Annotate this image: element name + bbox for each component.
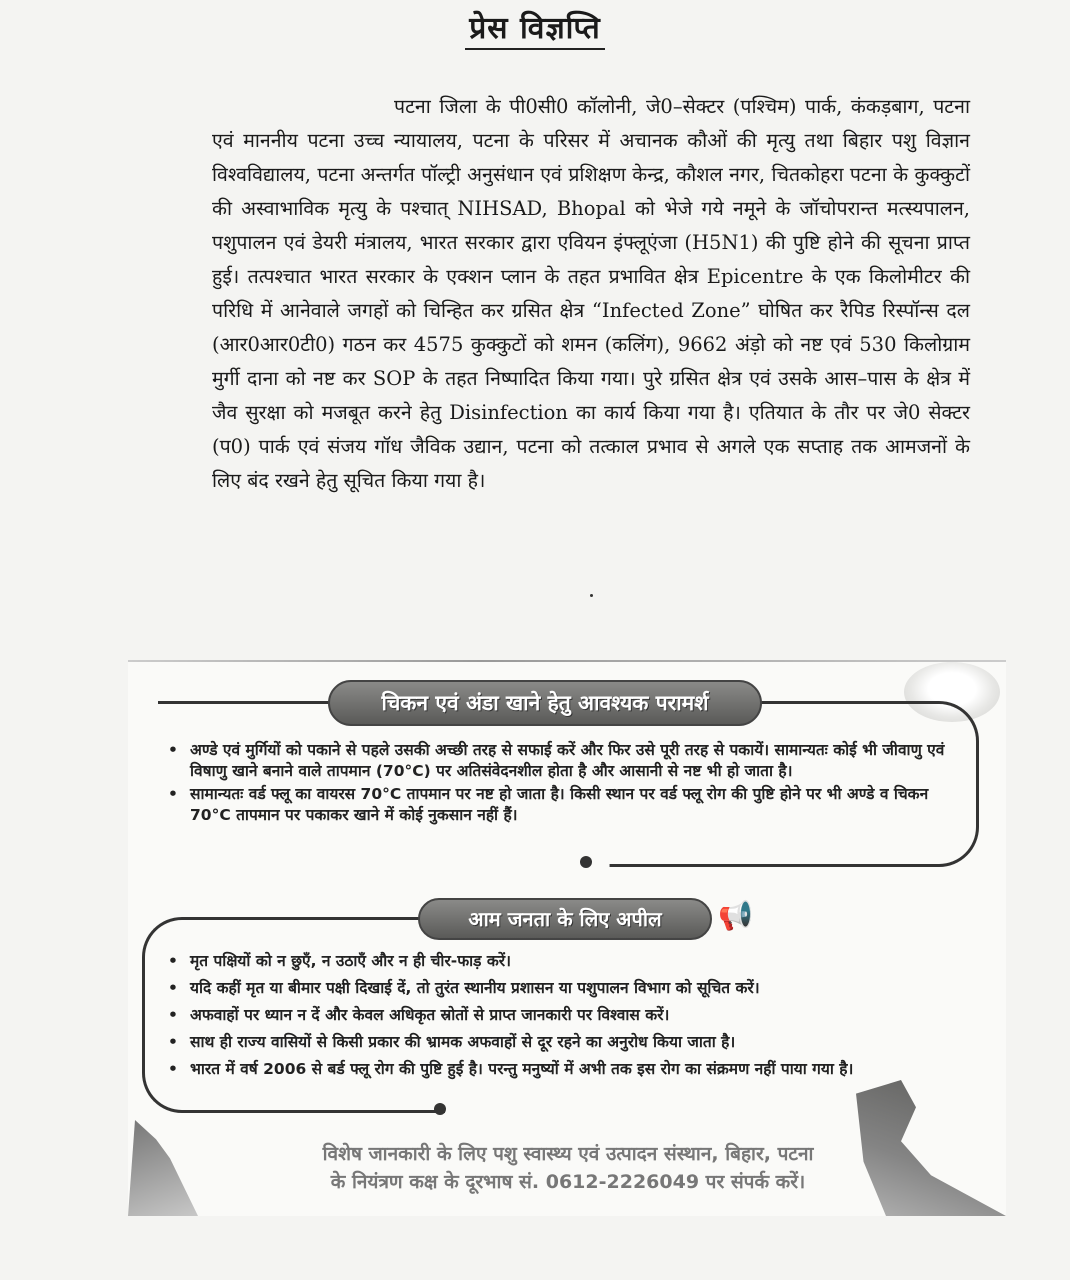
contact-footer (208, 1140, 928, 1196)
list-item: • भारत में वर्ष 2006 से बर्ड फ्लू रोग की पुष्टि हुई है। परन्तु मनुष्यों में अभी तक इस रोग का संक्रमण नहीं पाया गया है। (168, 1056, 958, 1083)
appeal-heading: आम जनता के लिए अपील (418, 898, 712, 940)
frame-knob (580, 856, 592, 868)
list-item: • अण्डे एवं मुर्गियों को पकाने से पहले उसकी अच्छी तरह से सफाई करें और फिर उसे पूरी तरह से पकायें। सामान्यतः कोई भी जीवाणु एवं विषाणु खाने बनाने वाले तापमान (70°C) पर अतिसंवेदनशील होता है और आसानी से नष्ट भी हो जाता है। (168, 740, 958, 782)
frame-knob (434, 1103, 446, 1115)
megaphone-icon: 📢 (718, 899, 753, 932)
title-text: प्रेस विज्ञप्ति (465, 11, 605, 50)
poster-divider (128, 660, 1006, 662)
bird-illustration-left (128, 1120, 198, 1216)
list-item: • अफवाहों पर ध्यान न दें और केवल अधिकृत स्रोतों से प्राप्त जानकारी पर विश्वास करें। (168, 1002, 958, 1029)
list-item: • यदि कहीं मृत या बीमार पक्षी दिखाई दें, तो तुरंत स्थानीय प्रशासन या पशुपालन विभाग को सूचित करें। (168, 975, 958, 1002)
contact-line-2: के नियंत्रण कक्ष के दूरभाष सं. 0612-2226049 पर संपर्क करें। (330, 1171, 806, 1193)
advisory-list (168, 740, 958, 828)
list-item: • सामान्यतः वर्ड फ्लू का वायरस 70°C तापमान पर नष्ट हो जाता है। किसी स्थान पर वर्ड फ्लू रोग की पुष्टि होने पर भी अण्डे व चिकन 70°C तापमान पर पकाकर खाने में कोई नुकसान नहीं हैं। (168, 784, 958, 826)
advisory-heading: चिकन एवं अंडा खाने हेतु आवश्यक परामर्श (328, 680, 762, 726)
list-item: • मृत पक्षियों को न छुएँ, न उठाएँ और न ही चीर-फाड़ करें। (168, 948, 958, 975)
page-title (0, 6, 1070, 47)
appeal-list (168, 948, 958, 1083)
list-item: • साथ ही राज्य वासियों से किसी प्रकार की भ्रामक अफवाहों से दूर रहने का अनुरोध किया जाता है। (168, 1029, 958, 1056)
contact-line-1: विशेष जानकारी के लिए पशु स्वास्थ्य एवं उत्पादन संस्थान, बिहार, पटना (322, 1143, 814, 1165)
stray-dot (590, 594, 593, 597)
press-release-body: पटना जिला के पी0सी0 कॉलोनी, जे0–सेक्टर (पश्चिम) पार्क, कंकड़बाग, पटना एवं माननीय पटना उच्च न्यायालय, पटना के परिसर में अचानक कौओं की मृत्यु तथा बिहार पशु विज्ञान विश्वविद्यालय, पटना अन्तर्गत पॉल्ट्री अनुसंधान एवं प्रशिक्षण केन्द्र, कौशल नगर, चितकोहरा पटना के कुक्कुटों की अस्वाभाविक मृत्यु के पश्चात् NIHSAD, Bhopal को भेजे गये नमूने के जॉचोपरान्त मत्स्यपालन, पशुपालन एवं डेयरी मंत्रालय, भारत सरकार द्वारा एवियन इंफ्लूएंजा (H5N1) की पुष्टि होने की सूचना प्राप्त हुई। तत्पश्चात भारत सरकार के एक्शन प्लान के तहत प्रभावित क्षेत्र Epicentre के एक किलोमीटर की परिधि में आनेवाले जगहों को चिन्हित कर ग्रसित क्षेत्र “Infected Zone” घोषित कर रैपिड रिस्पॉन्स दल (आर0आर0टी0) गठन कर 4575 कुक्कुटों को शमन (कलिंग), 9662 अंड़ो को नष्ट एवं 530 किलोग्राम मुर्गी दाना को नष्ट कर SOP के तहत निष्पादित किया गया। पुरे ग्रसित क्षेत्र एवं उसके आस–पास के क्षेत्र में जैव सुरक्षा को मजबूत करने हेतु Disinfection का कार्य किया गया है। एतियात के तौर पर जे0 सेक्टर (प0) पार्क एवं संजय गॉध जैविक उद्यान, पटना को तत्काल प्रभाव से अगले एक सप्ताह तक आमजनों के लिए बंद रखने हेतु सूचित किया गया है। (212, 95, 970, 492)
advisory-poster (128, 660, 1006, 1216)
